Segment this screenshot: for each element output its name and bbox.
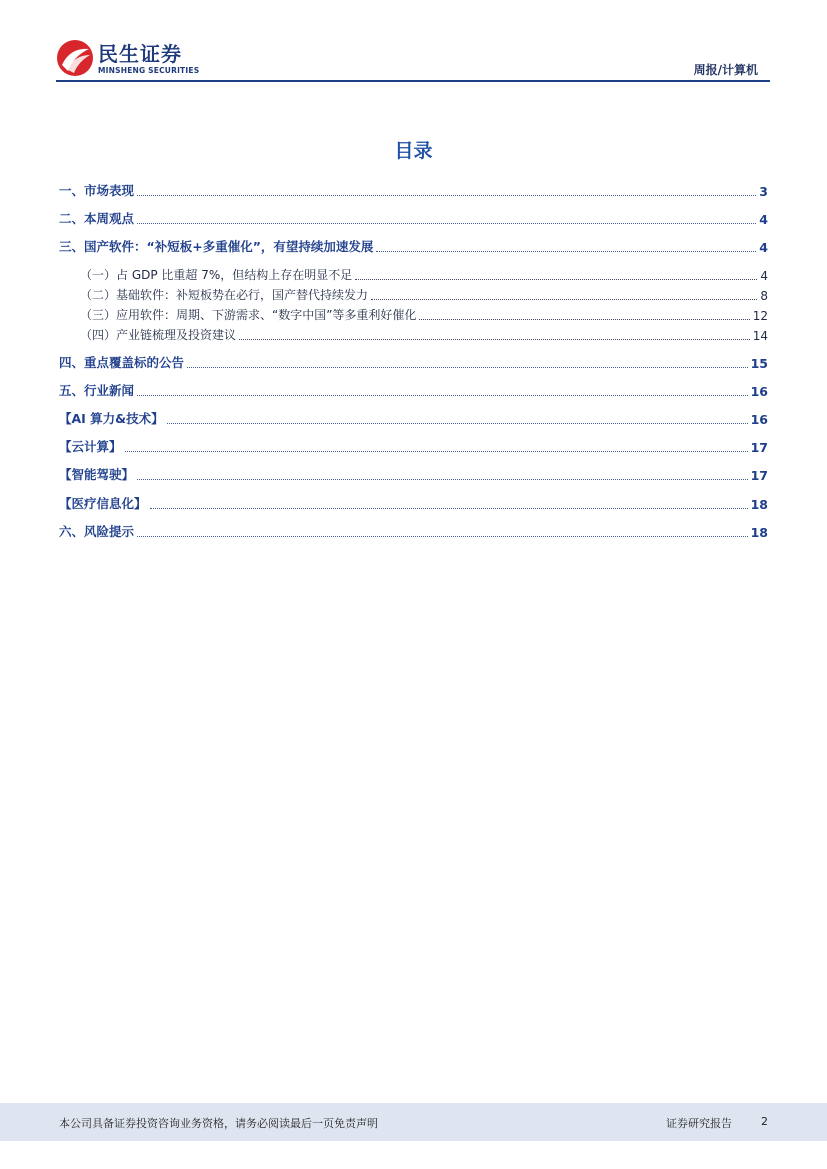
toc-entry-page: 18 bbox=[750, 525, 768, 540]
toc-title: 目录 bbox=[394, 140, 433, 162]
toc-entry-label: （二）基础软件：补短板势在必行，国产替代持续发力 bbox=[80, 288, 369, 302]
footer-report-type: 证券研究报告 bbox=[666, 1117, 732, 1130]
toc-entry-page: 17 bbox=[750, 440, 768, 455]
toc-entry-page: 15 bbox=[750, 356, 768, 371]
toc-entry[interactable] bbox=[59, 522, 768, 540]
toc-leader-dots bbox=[376, 250, 756, 252]
toc-subentry[interactable] bbox=[80, 305, 768, 323]
toc-entry-page: 17 bbox=[750, 468, 768, 483]
page-footer bbox=[0, 1103, 827, 1141]
toc-entry-page: 16 bbox=[750, 412, 768, 427]
toc-leader-dots bbox=[239, 338, 750, 340]
toc-entry-label: 五、行业新闻 bbox=[59, 383, 135, 398]
toc-entry-label: 四、重点覆盖标的公告 bbox=[59, 355, 185, 370]
toc-entry-page: 8 bbox=[760, 289, 768, 303]
toc-entry-label: 【智能驾驶】 bbox=[59, 467, 135, 482]
toc-entry-page: 16 bbox=[750, 384, 768, 399]
toc-leader-dots bbox=[167, 422, 748, 424]
minsheng-logo bbox=[56, 38, 216, 78]
toc-entry-page: 18 bbox=[750, 497, 768, 512]
toc-entry-label: 三、国产软件：“补短板+多重催化”，有望持续加速发展 bbox=[59, 239, 374, 254]
logo-text-cn: 民生证券 bbox=[98, 42, 182, 66]
toc-entry-page: 4 bbox=[759, 240, 768, 255]
toc-entry-page: 12 bbox=[752, 309, 768, 323]
toc-entry[interactable] bbox=[59, 437, 768, 455]
toc-leader-dots bbox=[355, 278, 757, 280]
toc-entry-label: 【云计算】 bbox=[59, 439, 122, 454]
toc-entry-label: （三）应用软件：周期、下游需求、“数字中国”等多重利好催化 bbox=[80, 308, 417, 322]
toc-entry-label: 【AI 算力&技术】 bbox=[59, 411, 164, 426]
footer-disclaimer: 本公司具备证券投资咨询业务资格，请务必阅读最后一页免责声明 bbox=[59, 1117, 378, 1130]
toc-entry[interactable] bbox=[59, 465, 768, 483]
toc-entry-label: 一、市场表现 bbox=[59, 183, 135, 198]
header-divider bbox=[56, 80, 770, 82]
toc-leader-dots bbox=[187, 366, 748, 368]
toc-entry[interactable] bbox=[59, 494, 768, 512]
toc-leader-dots bbox=[137, 394, 748, 396]
toc-entry[interactable] bbox=[59, 409, 768, 427]
doc-type-label: 周报/计算机 bbox=[693, 63, 758, 77]
toc-entry[interactable] bbox=[59, 381, 768, 399]
toc-entry[interactable] bbox=[59, 237, 768, 255]
page-header bbox=[56, 36, 770, 82]
toc-leader-dots bbox=[125, 450, 748, 452]
toc-entry-label: 【医疗信息化】 bbox=[59, 496, 147, 511]
toc-leader-dots bbox=[137, 222, 756, 224]
toc-entry-label: 六、风险提示 bbox=[59, 524, 135, 539]
minsheng-logo-icon bbox=[56, 38, 94, 78]
toc-entry-page: 14 bbox=[752, 329, 768, 343]
toc-entry-page: 4 bbox=[759, 212, 768, 227]
logo-text-en: MINSHENG SECURITIES bbox=[98, 66, 200, 75]
toc-entry[interactable] bbox=[59, 209, 768, 227]
toc-subentry[interactable] bbox=[80, 325, 768, 343]
toc-entry-page: 4 bbox=[760, 269, 768, 283]
toc-entry-label: 二、本周观点 bbox=[59, 211, 135, 226]
toc-leader-dots bbox=[150, 507, 748, 509]
toc-entry-page: 3 bbox=[759, 184, 768, 199]
footer-page-number: 2 bbox=[761, 1115, 768, 1128]
toc-entry[interactable] bbox=[59, 353, 768, 371]
toc-entry-label: （四）产业链梳理及投资建议 bbox=[80, 328, 237, 342]
toc-leader-dots bbox=[137, 478, 748, 480]
toc-leader-dots bbox=[137, 194, 756, 196]
toc-entry[interactable] bbox=[59, 181, 768, 199]
toc-subentry[interactable] bbox=[80, 285, 768, 303]
toc-entry-label: （一）占 GDP 比重超 7%，但结构上存在明显不足 bbox=[80, 268, 353, 282]
toc-subentry[interactable] bbox=[80, 265, 768, 283]
toc-leader-dots bbox=[371, 298, 757, 300]
toc-leader-dots bbox=[419, 318, 749, 320]
toc-leader-dots bbox=[137, 535, 748, 537]
